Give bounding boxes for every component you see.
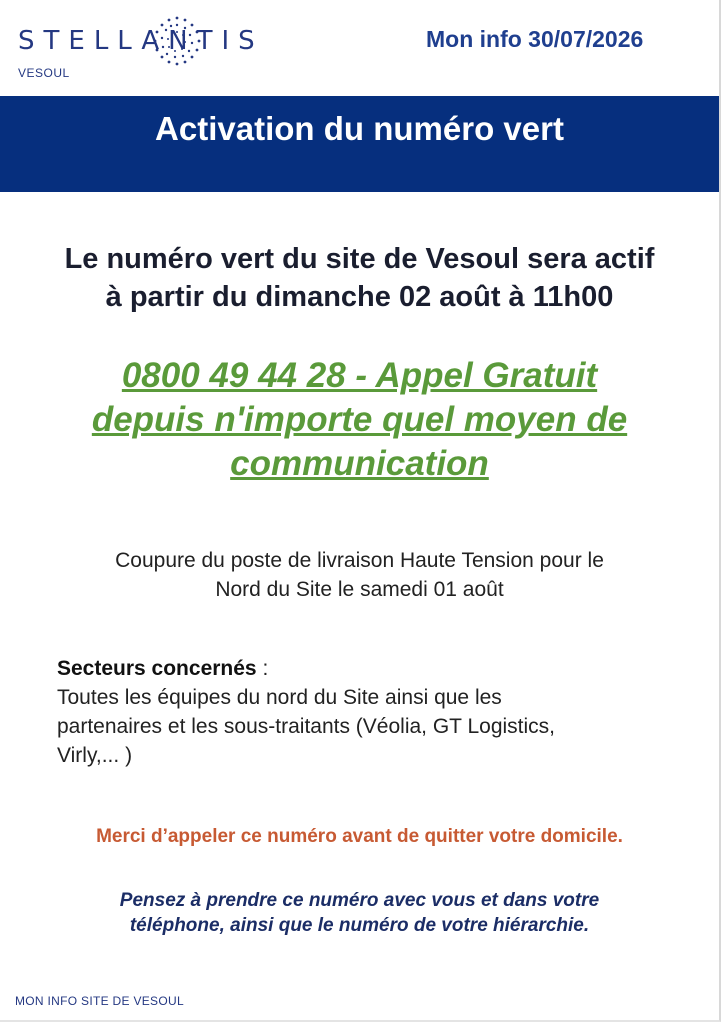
lead-line: Le numéro vert du site de Vesoul sera actif (64, 243, 655, 275)
phone-number-announcement (20, 354, 699, 486)
lead-line: à partir du dimanche 02 août à 11h00 (105, 281, 614, 313)
sectors-colon: : (256, 657, 269, 680)
call-reminder: Merci d’appeler ce numéro avant de quitter votre domicile. (96, 826, 623, 847)
title-banner (0, 96, 719, 192)
phone-line: communication (230, 444, 489, 483)
cut-line: Nord du Site le samedi 01 août (215, 578, 504, 601)
stellantis-logo (18, 14, 308, 80)
logo-wordmark: STELLANTIS (18, 26, 264, 56)
sectors-label: Secteurs concernés (57, 657, 257, 680)
sectors-section (57, 654, 657, 770)
power-cut-notice (40, 546, 679, 604)
logo-subtitle: VESOUL (18, 66, 70, 80)
sectors-heading (57, 654, 657, 683)
sectors-line: Virly,... ) (57, 744, 133, 767)
footer-text: MON INFO SITE DE VESOUL (15, 994, 184, 1008)
cut-line: Coupure du poste de livraison Haute Tension pour le (115, 549, 604, 572)
header-date-info: Mon info 30/07/2026 (426, 26, 644, 52)
think-line: téléphone, ainsi que le numéro de votre hiérarchie. (129, 915, 590, 936)
lead-announcement (20, 240, 699, 316)
carry-number-reminder (40, 888, 679, 938)
sectors-line: Toutes les équipes du nord du Site ainsi que les (57, 686, 502, 709)
phone-line: 0800 49 44 28 - Appel Gratuit (121, 356, 598, 395)
sectors-line: partenaires et les sous-traitants (Véolia, GT Logistics, (57, 715, 556, 738)
phone-line: depuis n'importe quel moyen de (91, 400, 628, 439)
page-title: Activation du numéro vert (155, 110, 564, 147)
think-line: Pensez à prendre ce numéro avec vous et dans votre (119, 890, 600, 911)
